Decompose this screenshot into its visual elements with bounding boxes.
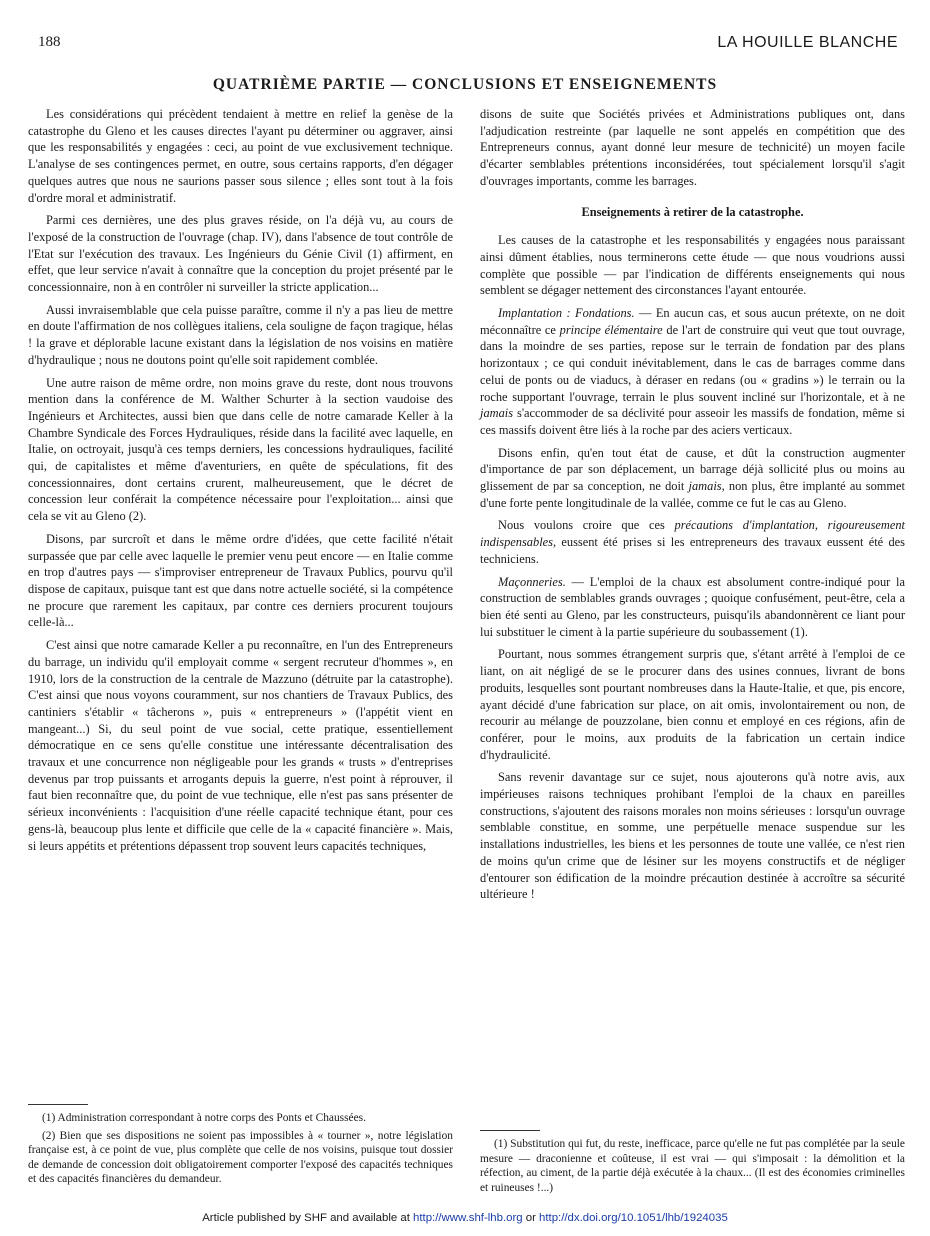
text-span: , non plus, être implanté au sommet d'une forte pente longitudinale de la vallée, comme ce fut le cas au Gleno. (480, 479, 905, 510)
text-span: Nous voulons croire que ces (498, 518, 675, 533)
paragraph-lead: Maçonneries. (498, 574, 566, 589)
footnote: (2) Bien que ses dispositions ne soient pas impossibles à « tourner », notre législation française est, à ce point de vue, plus complète que celle de nos voisins, puisque tout dossier de demande de concession doit obligatoirement comporter l'exposé des capacités techniques et des capacités financières du demandeur. (28, 1129, 453, 1185)
paragraph: disons de suite que Sociétés privées et Administrations publiques ont, dans l'adjudication restreinte (par laquelle ne sont appelés en compétition que des Entrepreneurs connus, ayant donné leur mesure de technicité) un moyen facile d'écarter semblables prétentions inconsidérées, tout spécialement lorsqu'il s'agit d'ouvrages importants, comme les barrages. (480, 107, 905, 188)
emphasis: principe élémentaire (559, 322, 663, 337)
right-column (480, 106, 905, 909)
article-footer (0, 1212, 930, 1224)
paragraph (480, 305, 905, 439)
paragraph-lead: Implantation : Fondations. (498, 306, 635, 321)
footnote: (1) Substitution qui fut, du reste, inefficace, parce qu'elle ne fut pas complétée par la seule mesure — draconienne et coûteuse, il est vrai — qui s'imposait : la démolition et la réfection, au ciment, de la partie déjà exécutée à la chaux... (Il est des économies criminelles et ruineuses !...) (480, 1138, 905, 1194)
page-number: 188 (38, 34, 61, 50)
paragraph: Une autre raison de même ordre, non moins grave du reste, dont nous trouvons mention dans la conférence de M. Walther Schurter à la section vaudoise des Ingénieurs et Architectes, aussi bien que dans celle de notre camarade Keller à la Chambre Syndicale des Forces Hydrauliques, réside dans la facilité avec laquelle, en Italie, on octroyait, jusqu'à ces temps derniers, les concessions hydrauliques, facilité qui, de capitalistes et même d'aventuriers, en quête de spéculations, fit des concessionnaires, dont certains crurent, malheureusement, que le décret de concession leur conférait la compétence nécessaire pour l'exploitation... ainsi que cela se vit au Gleno (2). (28, 375, 453, 524)
text-span: — L'emploi de la chaux est absolument contre-indiqué pour la construction de semblables grands ouvrages ; quoique confusément, peut-être, cela a bien été senti au Gleno, par les constructeurs, puisqu'ils abandonnèrent ce liant pour lui substituer le ciment à la partie supérieure du soubassement (1). (480, 574, 905, 639)
emphasis: précautions d'implantation, rigoureusement indispensables (480, 518, 905, 550)
text-span: — En aucun cas, et sous aucun prétexte, on ne doit méconnaître ce (480, 306, 905, 337)
paragraph (480, 445, 905, 512)
paragraph: Aussi invraisemblable que cela puisse paraître, comme il n'y a pas lieu de mettre en doute l'affirmation de nos collègues italiens, cela souligne de façon tragique, hélas ! la grave et déplorable lacune existant dans la législation de nos voisins en matière d'hydraulique ; nous ne doutons point qu'elle soit rapidement comblée. (28, 302, 453, 367)
text-span: Disons enfin, qu'en tout état de cause, et dût la construction augmenter d'importance de par son déplacement, un barrage déjà sollicité plus ou moins au glissement de par sa conception, ne doit (480, 445, 905, 494)
paragraph (480, 574, 905, 641)
text-span: de l'art de construire qui veut que tout ouvrage, dans la moindre de ses parties, repose sur le terrain de fondation par des plans horizontaux ; ce qui conduit inévitablement, dans le cas de barrages comme dans celui de ponts ou de viaducs, à déraser en redans (ou « gradins ») le terrain ou la roche supportant l'ouvrage, terrain le plus souvent incliné sur l'horizontale, et à ne (480, 322, 905, 404)
paragraph: Les considérations qui précèdent tendaient à mettre en relief la genèse de la catastrophe du Gleno et les causes directes l'ayant pu déterminer ou aggraver, ainsi que les responsabilités y engagées : ceci, au point de vue exclusivement technique. L'analyse de ses contingences permet, en outre, sous certains rapports, d'en dégager quelques autres que nous ne saurions passer sous silence ; elles sont tout à la fois d'ordre moral et administratif. (28, 107, 453, 205)
paragraph: C'est ainsi que notre camarade Keller a pu reconnaître, en l'un des Entrepreneurs du barrage, un individu qu'il employait comme « sergent recruteur d'hommes », en 1910, lors de la construction de la centrale de Mazzuno (détruite par la catastrophe). C'est ainsi que nous voyons couramment, sur nos chantiers de Travaux Publics, des cantiniers s'établir « tâcherons », puis « entrepreneurs » (l'appétit vient en mangeant...) Si, du seul point de vue social, cette pratique, essentiellement démocratique en ce sens qu'elle constitue une intéressante décentralisation des travaux et une concurrence non négligeable pour les grands « trusts » d'entreprises devenus par trop puissants et arrogants depuis la guerre, n'est point à réprouver, il faut bien reconnaître que, du point de vue technique, elle n'est pas sans présenter de sérieux inconvénients : l'acquisition d'une réelle capacité technique étant, pour ces gens-là, beaucoup plus lente et difficile que celle de la « capacité financière ». Mais, si leurs appétits et prétentions dépassent trop souvent leurs capacités techniques, (28, 638, 453, 853)
journal-title: LA HOUILLE BLANCHE (717, 34, 898, 51)
section-title: QUATRIÈME PARTIE — CONCLUSIONS ET ENSEIGNEMENTS (212, 76, 718, 93)
paragraph: Parmi ces dernières, une des plus graves réside, on l'a déjà vu, au cours de l'exposé de la construction de l'ouvrage (chap. IV), dans l'absence de tout contrôle de l'Etat sur l'exécution des travaux. Les Ingénieurs du Génie Civil (1) affirment, en effet, que leur service n'avait à connaître que la conception du projet présenté par le concessionnaire, non à en contrôler ni surveiller la stricte application... (28, 213, 453, 295)
left-column (28, 106, 453, 860)
text-span: , eussent été prises si les entrepreneurs des travaux eussent été des techniciens. (480, 535, 905, 566)
footer-link-doi[interactable]: http://dx.doi.org/10.1051/lhb/1924035 (539, 1212, 728, 1224)
paragraph: Les causes de la catastrophe et les responsabilités y engagées nous paraissant ainsi dûment établies, nous terminerons cette étude — que nous voudrions aussi complète que possible — par l'indication de différents enseignements qui nous semblent se dégager nettement des circonstances l'ayant entourée. (480, 233, 905, 298)
footer-link-shf[interactable]: http://www.shf-lhb.org (413, 1212, 523, 1224)
footnotes-left (28, 1104, 453, 1190)
footer-text: or (522, 1212, 540, 1224)
paragraph: Pourtant, nous sommes étrangement surpris que, s'étant arrêté à l'emploi de ce liant, on ait négligé de se le procurer dans des usines connues, livrant de bons produits, lesquelles sont pourtant nombreuses dans la Haute-Italie, et que, pis encore, ayant décidé d'une fabrication sur place, on ait omis, involontairement ou non, de recourir au mélange de pouzzolane, bien connu et employé en ces régions, afin de conférer, pour le moins, aux produits de la fabrication un certain indice d'hydraulicité. (480, 647, 905, 762)
footnote-rule (480, 1130, 540, 1131)
footnote-rule (28, 1104, 88, 1105)
footnotes-right (480, 1130, 905, 1198)
subheading: Enseignements à retirer de la catastrophe. (581, 204, 804, 219)
paragraph: Sans revenir davantage sur ce sujet, nous ajouterons qu'à notre avis, aux impérieuses raisons techniques prohibant l'emploi de la chaux en pareilles constructions, s'ajoutent des raisons morales non moins sérieuses : lorsqu'un ouvrage semblable constitue, en somme, une perpétuelle menace suspendue sur les installations industrielles, les biens et les personnes de toute une vallée, ce n'est rien de moins qu'un crime que de lésiner sur les moyens constructifs et de négliger d'entourer son édification de la moindre précaution destinée à accroître sa sécurité ultérieure ! (480, 770, 905, 902)
text-span: s'accommoder de sa déclivité pour asseoir les massifs de fondation, même si ces massifs doivent être liés à la roche par des aciers verticaux. (480, 406, 905, 437)
footnote: (1) Administration correspondant à notre corps des Ponts et Chaussées. (42, 1112, 366, 1124)
paragraph: Disons, par surcroît et dans le même ordre d'idées, que cette facilité n'était surpassée que par celle avec laquelle le premier venu peut encore — en Italie comme en trop d'autres pays — s'improviser entrepreneur de Travaux Publics, pourvu qu'il dispose de capitaux, puisque tant est que dans notre actuelle société, si la compétence ne procure que rarement les capitaux, par contre ces derniers procurent toujours celle-là... (28, 531, 453, 630)
footer-text: Article published by SHF and available at (202, 1212, 414, 1224)
emphasis: jamais (688, 479, 722, 494)
emphasis: jamais (480, 406, 514, 421)
paragraph (480, 517, 905, 567)
